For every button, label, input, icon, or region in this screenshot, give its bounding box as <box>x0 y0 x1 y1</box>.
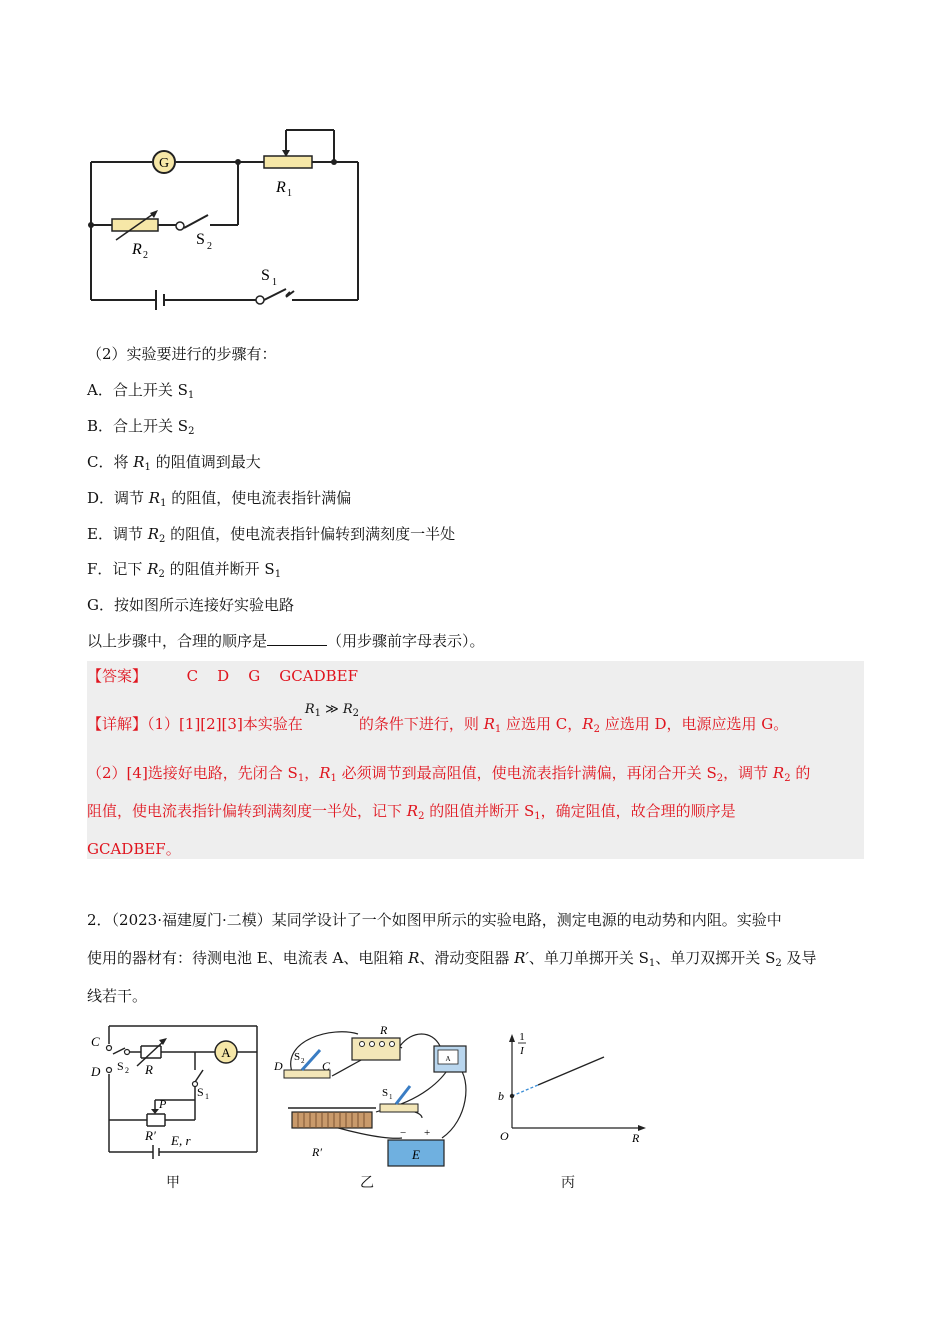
r1-sub: 1 <box>287 188 292 199</box>
jia-d-label: D <box>91 1064 101 1079</box>
yi-d-label: D <box>274 1059 283 1073</box>
figure-yi-apparatus <box>272 1020 482 1170</box>
step-a: A．合上开关 $S_1$ <box>87 381 195 401</box>
yi-plus: + <box>424 1127 431 1139</box>
yi-minus: − <box>400 1127 407 1139</box>
answer-tag: 【答案】 <box>87 667 148 685</box>
r2-sub: 2 <box>143 250 148 261</box>
yi-s1-sub: 1 <box>389 1093 393 1101</box>
step-e: E．调节 $R_2$ 的阻值，使电流表指针偏转到满刻度一半处 <box>87 525 456 545</box>
yi-a-label: A <box>445 1055 451 1063</box>
ammeter-label: A <box>221 1045 231 1060</box>
galvanometer-label: G <box>158 156 170 171</box>
problem2-line2: 使用的器材有：待测电池 E、电流表 A、电阻箱 R、滑动变阻器 R′、单刀单掷开关 $S_1$、单刀双掷开关 $S_2$ 及导 <box>87 949 817 969</box>
yi-s2-sub: 2 <box>301 1057 305 1065</box>
jia-er-label: E, r <box>171 1133 191 1148</box>
answer-line <box>87 666 358 686</box>
yi-s1-label: S <box>382 1087 389 1099</box>
extrapolated-line <box>512 1085 538 1096</box>
detail-line-1: 【详解】（1）[1][2][3]本实验在 $R_1$ ≫ $R_2$ 的条件下进行，则 $R_1$ 应选用 C，$R_2$ 应选用 D，电源应选用 G。 <box>87 702 789 735</box>
s1-label: S <box>261 267 270 284</box>
step-c: C．将 $R_1$ 的阻值调到最大 <box>87 453 261 473</box>
yi-e-label: E <box>412 1147 420 1162</box>
jia-s2-sub: 2 <box>125 1066 129 1075</box>
caption-jia: 甲 <box>166 1175 180 1191</box>
order-question: 以上步骤中，合理的顺序是 （用步骤前字母表示）。 <box>87 632 485 650</box>
intercept-label: b <box>498 1089 504 1103</box>
s2-label: S <box>196 231 205 248</box>
answer-panel <box>87 661 864 859</box>
answer-blank <box>267 631 327 646</box>
y-axis-denominator: I <box>520 1045 524 1057</box>
figure-jia-circuit <box>85 1020 265 1165</box>
steps-intro: （2）实验要进行的步骤有： <box>87 345 277 363</box>
jia-s2-label: S <box>117 1059 124 1073</box>
circuit-diagram-1 <box>80 120 380 320</box>
step-d: D．调节 $R_1$ 的阻值，使电流表指针满偏 <box>87 489 352 509</box>
jia-c-label: C <box>91 1034 100 1049</box>
detail-line-2: （2）[4]选接好电路，先闭合 $S_1$，$R_1$ 必须调节到最高阻值，使电流表指针满偏，再闭合开关 $S_2$，调节 $R_2$ 的 <box>87 764 811 784</box>
problem2-line1: 2．（2023·福建厦门·二模）某同学设计了一个如图甲所示的实验电路，测定电源的电动势和内阻。实验中 <box>87 911 782 929</box>
s1-sub: 1 <box>272 277 277 288</box>
data-line <box>538 1057 604 1085</box>
problem2-line3: 线若干。 <box>87 987 148 1005</box>
jia-r-label: R <box>145 1062 153 1077</box>
r2-label: R <box>132 241 142 258</box>
r2-resistor-box <box>112 219 158 231</box>
y-axis-numerator: 1 <box>519 1031 525 1043</box>
step-f: F．记下 $R_2$ 的阻值并断开 $S_1$ <box>87 560 282 580</box>
step-b: B．合上开关 $S_2$ <box>87 417 195 437</box>
yi-r-label: R <box>380 1023 388 1037</box>
jia-p-label: P <box>159 1097 167 1111</box>
yi-c-label: C <box>322 1059 331 1073</box>
r1-label: R <box>276 179 286 196</box>
jia-s1-sub: 1 <box>205 1092 209 1101</box>
formula-r1-gg-r2: $R_1$ ≫ $R_2$ <box>304 702 360 719</box>
x-axis-label: R <box>632 1131 640 1145</box>
figure-bing-graph <box>490 1024 655 1149</box>
answer-values: C D G GCADBEF <box>186 667 358 685</box>
yi-rp-label: R′ <box>312 1145 322 1159</box>
caption-yi: 乙 <box>360 1175 374 1191</box>
detail-line-3: 阻值，使电流表指针偏转到满刻度一半处，记下 $R_2$ 的阻值并断开 $S_1$，确定阻值，故合理的顺序是 <box>87 802 736 822</box>
origin-label: O <box>500 1129 509 1143</box>
r1-resistor <box>264 156 312 168</box>
step-g: G．按如图所示连接好实验电路 <box>87 596 294 614</box>
s2-sub: 2 <box>207 241 212 252</box>
detail-line-4: GCADBEF。 <box>87 840 181 858</box>
yi-s2-label: S <box>294 1051 301 1063</box>
jia-s1-label: S <box>197 1085 204 1099</box>
jia-rp-label: R′ <box>145 1128 156 1143</box>
caption-bing: 丙 <box>561 1175 575 1191</box>
